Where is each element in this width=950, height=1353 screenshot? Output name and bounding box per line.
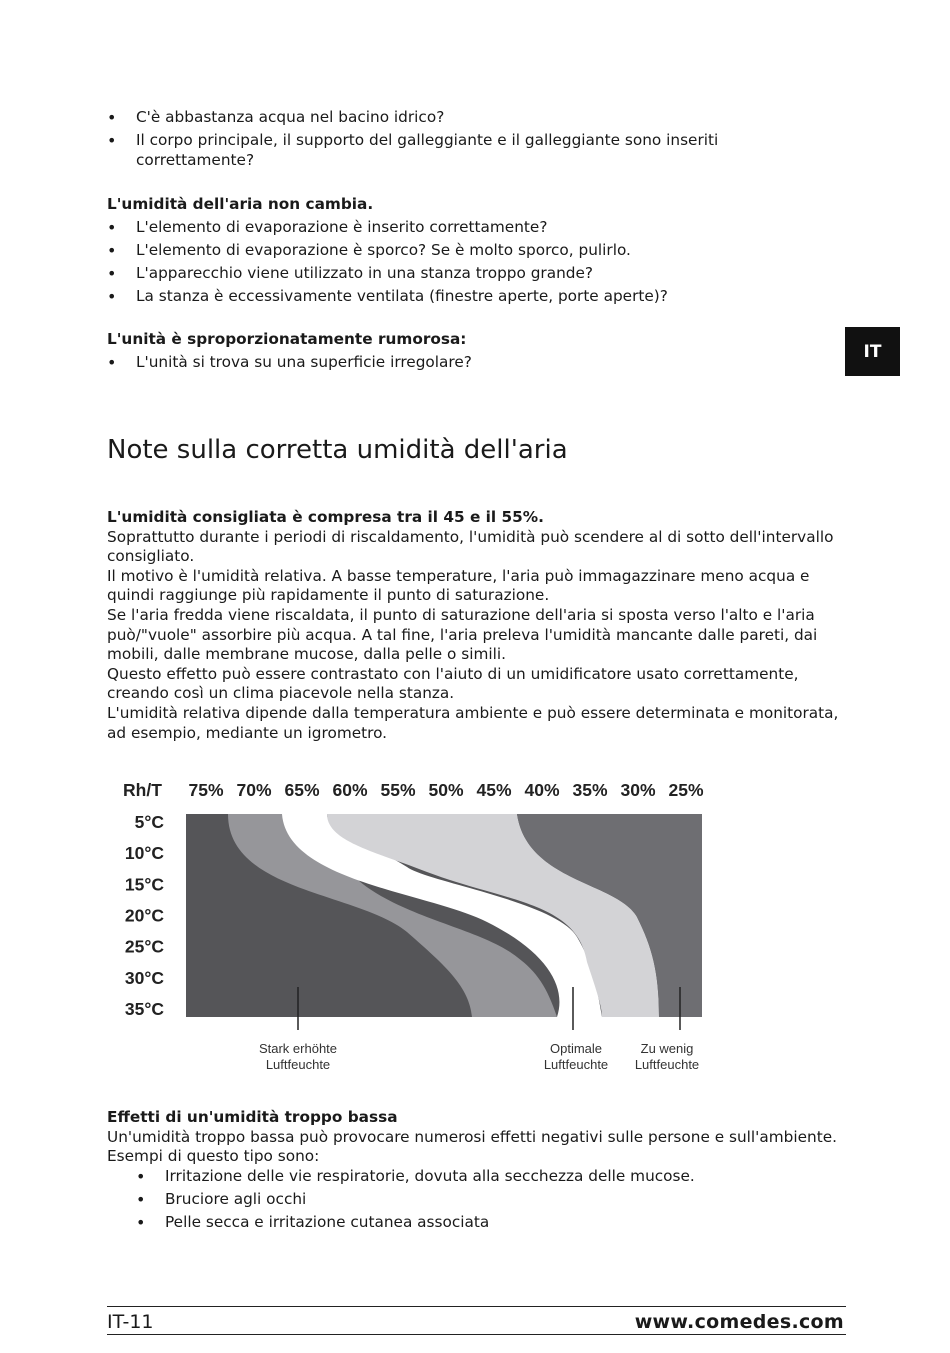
- list-item: • Irritazione delle vie respiratorie, dovuta alla secchezza delle mucose.: [136, 1167, 847, 1187]
- low-humidity-section: [107, 1108, 847, 1236]
- paragraph: Un'umidità troppo bassa può provocare numerosi effetti negativi sulle persone e sull'ambiente.: [107, 1127, 837, 1146]
- page-number: IT-11: [107, 1311, 154, 1333]
- column-label: 75%: [188, 780, 224, 800]
- list-item: • L'apparecchio viene utilizzato in una stanza troppo grande?: [107, 264, 852, 284]
- paragraph: Esempi di questo tipo sono:: [107, 1147, 320, 1166]
- row-label: 30°C: [124, 967, 164, 988]
- recommend-section: [107, 508, 847, 743]
- row-label: 20°C: [124, 905, 164, 926]
- humidity-section: [107, 195, 852, 310]
- paragraph: Questo effetto può essere contrastato con l'aiuto di un umidificatore usato correttamente, creando così un clima piacevole nella stanza.: [107, 664, 799, 703]
- list-item: • Pelle secca e irritazione cutanea associata: [136, 1213, 847, 1233]
- page-heading: Note sulla corretta umidità dell'aria: [107, 435, 568, 465]
- list-item: • C'è abbastanza acqua nel bacino idrico?: [107, 108, 852, 128]
- intro-section: [107, 108, 852, 174]
- list-item: • Bruciore agli occhi: [136, 1190, 847, 1210]
- zone-label-very-high-2: Luftfeuchte: [265, 1057, 331, 1072]
- humidity-bullet-list: [107, 218, 852, 307]
- row-labels: [125, 812, 164, 1019]
- zone-label-optimal-1: Optimale: [549, 1041, 603, 1056]
- list-item: • L'elemento di evaporazione è inserito correttamente?: [107, 218, 852, 238]
- section-title: L'umidità consigliata è compresa tra il 45 e il 55%.: [107, 508, 544, 526]
- row-label: 10°C: [124, 843, 164, 864]
- column-label: 35%: [572, 780, 608, 800]
- intro-bullet-list: [107, 108, 852, 170]
- zone-label-too-low-2: Luftfeuchte: [634, 1057, 700, 1072]
- website-link: www.comedes.com: [634, 1311, 844, 1333]
- section-title: L'umidità dell'aria non cambia.: [107, 195, 374, 213]
- column-label: 40%: [524, 780, 560, 800]
- row-label: 35°C: [124, 999, 164, 1019]
- humidity-temperature-chart: [107, 772, 717, 1081]
- column-labels: [188, 780, 703, 800]
- footer-divider-bottom: [107, 1334, 846, 1335]
- column-label: 65%: [284, 780, 320, 800]
- chart-svg: [107, 772, 717, 1077]
- noise-bullet-list: [107, 353, 852, 373]
- paragraph: L'umidità relativa dipende dalla temperatura ambiente e può essere determinata e monitorata, ad esempio, mediante un igrometro.: [107, 703, 839, 742]
- column-label: 55%: [380, 780, 416, 800]
- list-item: • Il corpo principale, il supporto del galleggiante e il galleggiante sono inseriti correttamente?: [107, 131, 852, 170]
- row-label: 15°C: [124, 874, 164, 895]
- zone-label-very-high-1: Stark erhöhte: [258, 1041, 338, 1056]
- list-item: • L'unità si trova su una superficie irregolare?: [107, 353, 852, 373]
- list-item: • La stanza è eccessivamente ventilata (finestre aperte, porte aperte)?: [107, 287, 852, 307]
- list-item: • L'elemento di evaporazione è sporco? Se è molto sporco, pulirlo.: [107, 241, 852, 261]
- column-label: 30%: [620, 780, 656, 800]
- column-label: 60%: [332, 780, 368, 800]
- column-label: 50%: [428, 780, 464, 800]
- section-title: Effetti di un'umidità troppo bassa: [107, 1108, 398, 1126]
- row-label: 25°C: [124, 936, 164, 957]
- zone-label-too-low-1: Zu wenig: [640, 1041, 694, 1056]
- column-label: 25%: [668, 780, 704, 800]
- effects-bullet-list: [136, 1167, 847, 1233]
- column-label: 45%: [476, 780, 512, 800]
- section-title: L'unità è sproporzionatamente rumorosa:: [107, 330, 467, 348]
- column-label: 70%: [236, 780, 272, 800]
- paragraph: Il motivo è l'umidità relativa. A basse temperature, l'aria può immagazzinare meno acqua e quindi raggiunge più rapidamente il punto di saturazione.: [107, 566, 810, 605]
- zone-label-optimal-2: Luftfeuchte: [543, 1057, 609, 1072]
- paragraph: Se l'aria fredda viene riscaldata, il punto di saturazione dell'aria si sposta verso l'alto e l'aria può/"vuole" assorbire più acqua. A tal fine, l'aria preleva l'umidità mancante dalle pareti, dai mobili, dalle membrane mucose, dalla pelle o simili.: [107, 605, 818, 664]
- paragraph: Soprattutto durante i periodi di riscaldamento, l'umidità può scendere al di sotto dell'intervallo consigliato.: [107, 527, 834, 566]
- language-tab: IT: [845, 327, 900, 376]
- row-label: 5°C: [134, 812, 164, 832]
- chart-corner-label: Rh/T: [123, 780, 162, 800]
- footer-divider-top: [107, 1306, 846, 1307]
- noise-section: [107, 330, 852, 376]
